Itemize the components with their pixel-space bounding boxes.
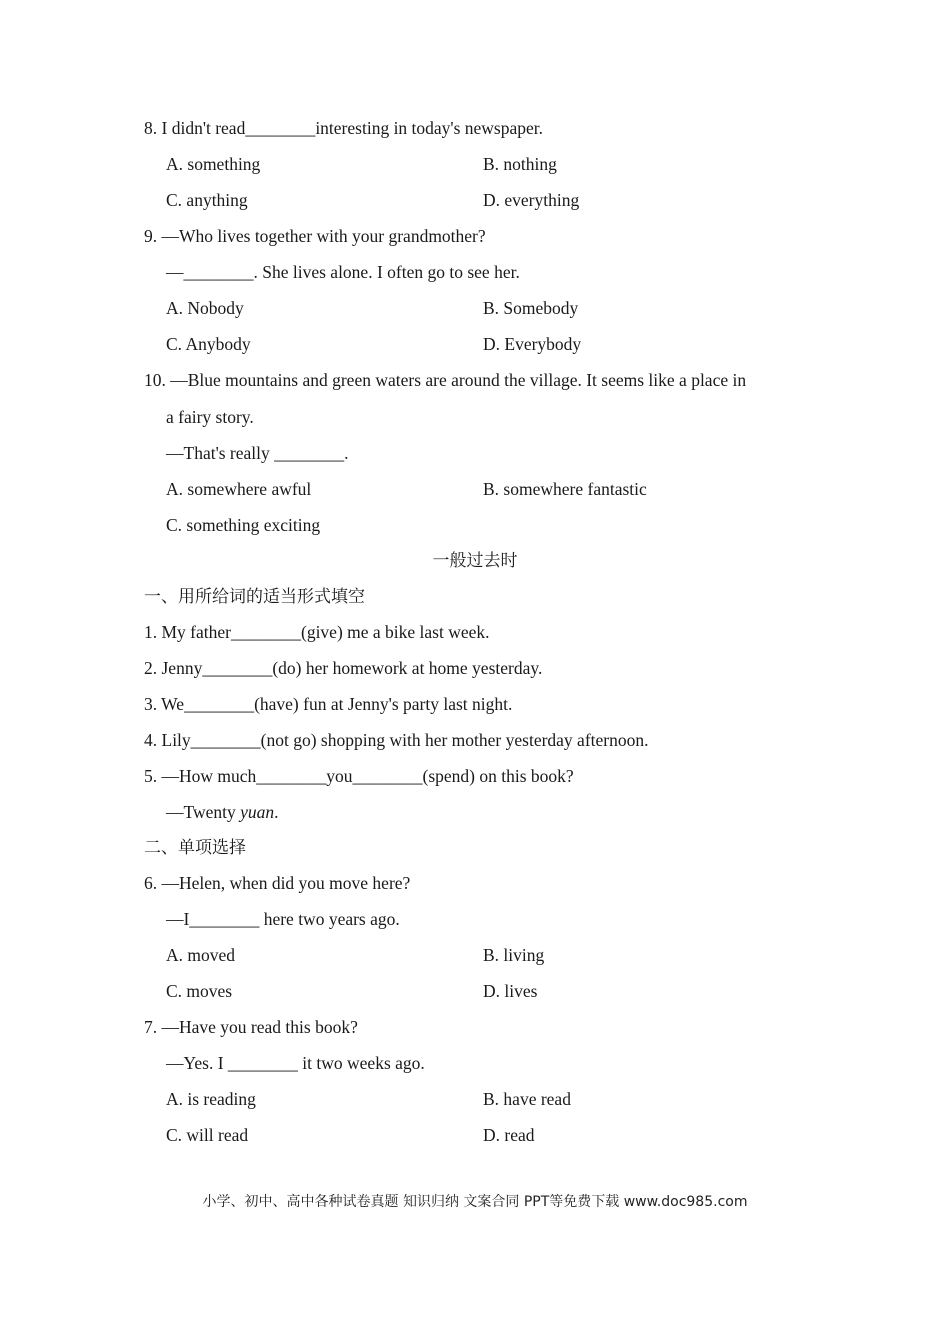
- q7-option-b: B. have read: [483, 1089, 571, 1109]
- q7-reply: —Yes. I ________ it two weeks ago.: [166, 1053, 425, 1073]
- part1-item-1: 1. My father________(give) me a bike last week.: [144, 622, 490, 642]
- q6-stem: 6. —Helen, when did you move here?: [144, 873, 411, 893]
- part2-heading: 二、单项选择: [144, 838, 246, 858]
- q10-option-c: C. something exciting: [166, 515, 321, 535]
- q8-option-b: B. nothing: [483, 154, 557, 174]
- part1-item-5: 5. —How much________you________(spend) on this book?: [144, 766, 574, 786]
- q10-option-a: A. somewhere awful: [166, 479, 312, 499]
- q9-option-d: D. Everybody: [483, 334, 582, 354]
- q9-option-b: B. Somebody: [483, 298, 579, 318]
- q10-option-b: B. somewhere fantastic: [483, 479, 647, 499]
- reply-italic-word: yuan: [240, 802, 275, 822]
- part1-item-4: 4. Lily________(not go) shopping with her mother yesterday afternoon.: [144, 730, 649, 750]
- q7-option-d: D. read: [483, 1125, 535, 1145]
- q6-option-c: C. moves: [166, 981, 233, 1001]
- q6-reply: —I________ here two years ago.: [166, 909, 400, 929]
- q7-option-c: C. will read: [166, 1125, 249, 1145]
- q8-stem: 8. I didn't read________interesting in today's newspaper.: [144, 118, 544, 138]
- q10-stem-continued: a fairy story.: [166, 407, 254, 427]
- q6-option-d: D. lives: [483, 981, 538, 1001]
- reply-prefix: —Twenty: [166, 802, 241, 822]
- part1-heading: 一、用所给词的适当形式填空: [144, 587, 365, 607]
- part1-item-3: 3. We________(have) fun at Jenny's party last night.: [144, 694, 513, 714]
- section-title: 一般过去时: [432, 551, 518, 571]
- q6-option-a: A. moved: [166, 945, 236, 965]
- q7-stem: 7. —Have you read this book?: [144, 1017, 358, 1037]
- reply-suffix: .: [274, 802, 279, 822]
- part1-item-5-reply: [166, 801, 279, 823]
- q9-option-a: A. Nobody: [166, 298, 244, 318]
- q9-stem: 9. —Who lives together with your grandmother?: [144, 226, 486, 246]
- q8-option-c: C. anything: [166, 190, 248, 210]
- q10-reply: —That's really ________.: [166, 443, 349, 463]
- q9-option-c: C. Anybody: [166, 334, 251, 354]
- q6-option-b: B. living: [483, 945, 545, 965]
- footer-text: 小学、初中、高中各种试卷真题 知识归纳 文案合同 PPT等免费下载 www.doc985.com: [202, 1194, 748, 1210]
- q7-option-a: A. is reading: [166, 1089, 256, 1109]
- q9-reply: —________. She lives alone. I often go to see her.: [166, 262, 520, 282]
- part1-item-2: 2. Jenny________(do) her homework at home yesterday.: [144, 658, 543, 678]
- q10-stem: 10. —Blue mountains and green waters are around the village. It seems like a place in: [144, 370, 747, 390]
- q8-option-d: D. everything: [483, 190, 580, 210]
- q8-option-a: A. something: [166, 154, 261, 174]
